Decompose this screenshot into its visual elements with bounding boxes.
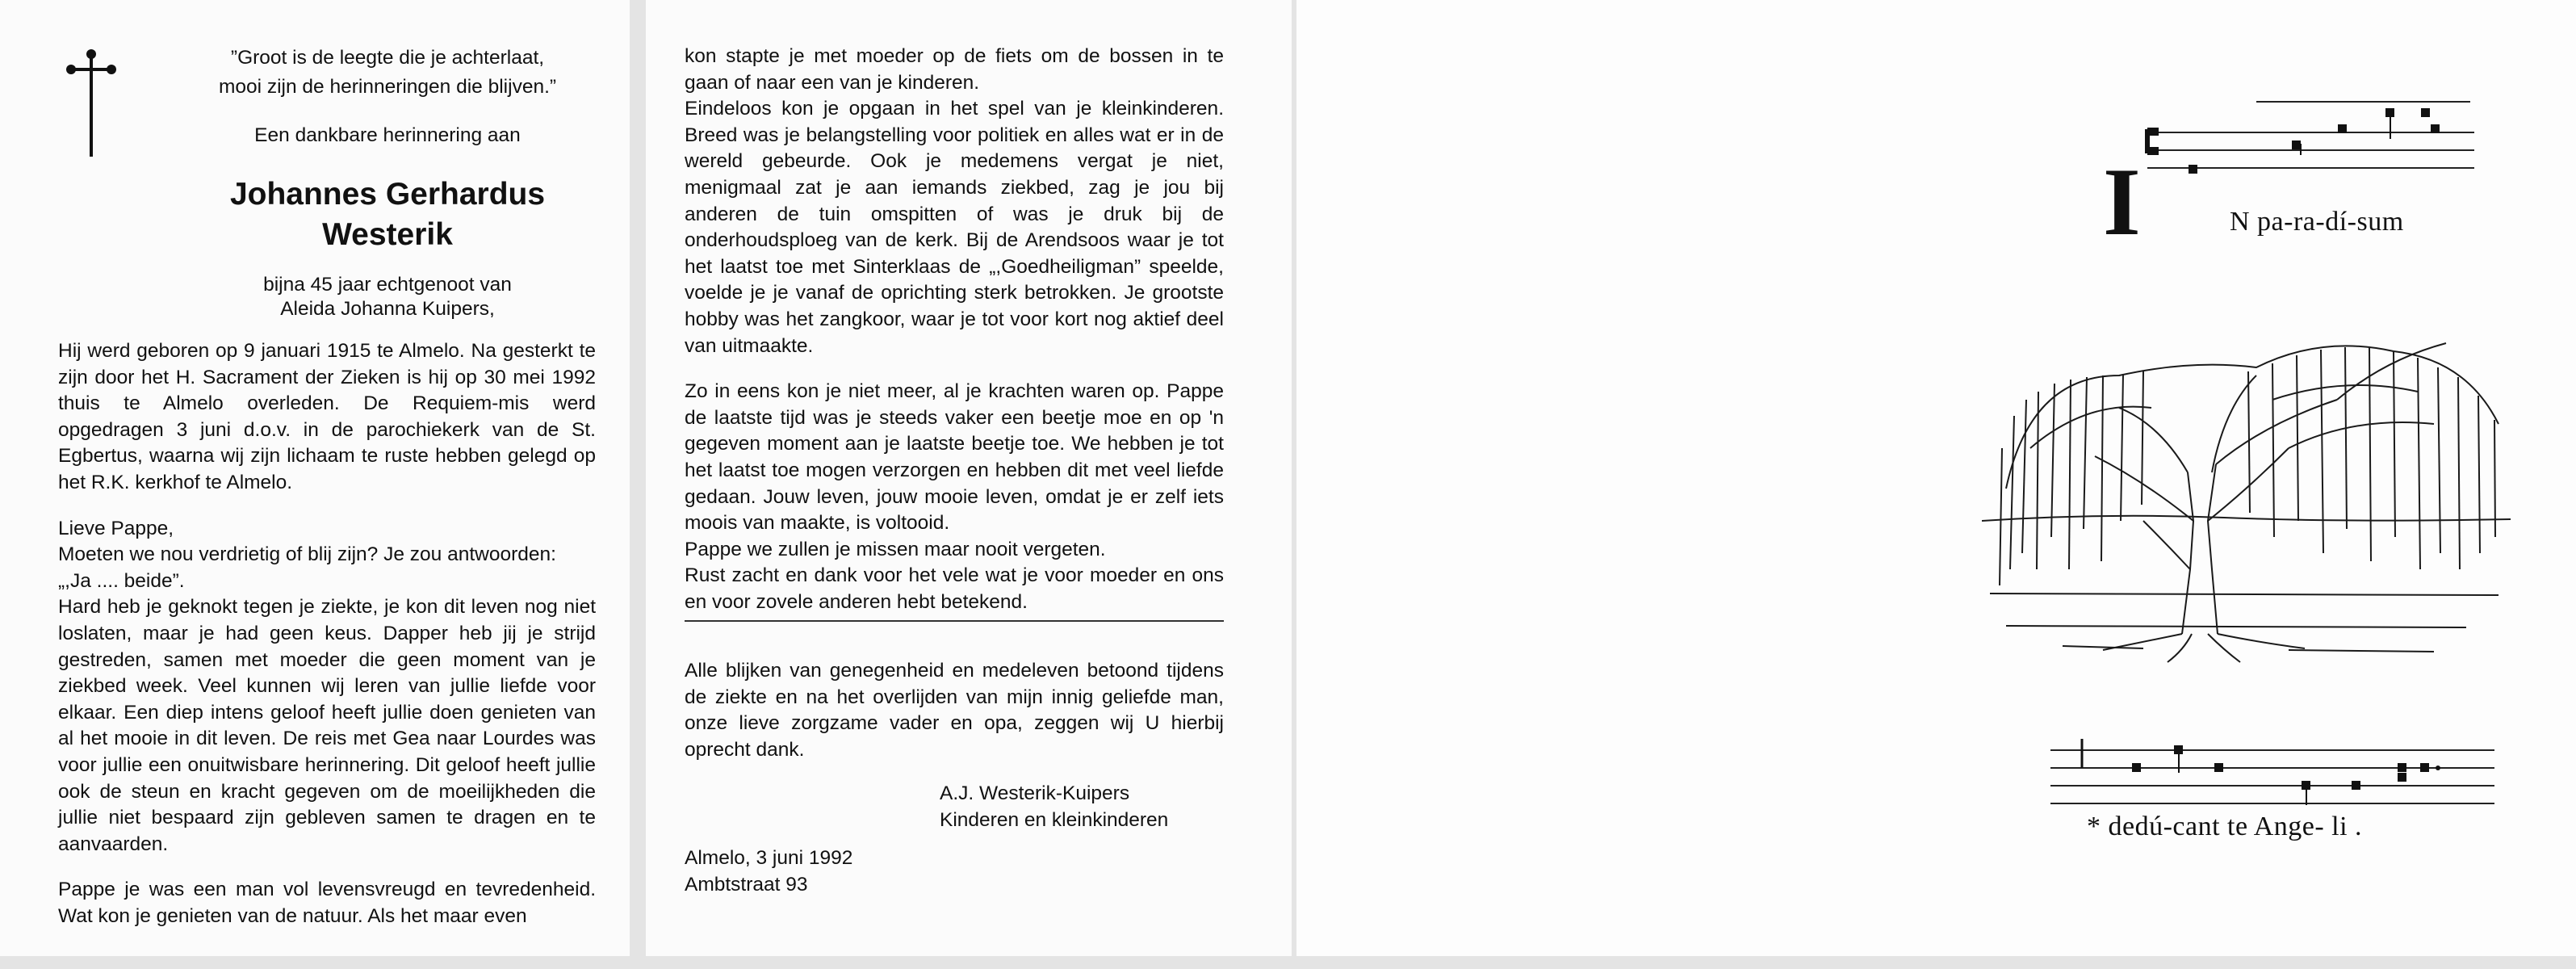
memorial-quote xyxy=(186,44,589,102)
place-and-address xyxy=(685,845,975,898)
signature-block xyxy=(940,781,1230,833)
left-body-text xyxy=(58,338,596,929)
signature-line: A.J. Westerik-Kuipers xyxy=(940,782,1130,804)
chant-lyric: * dedú-cant te Ange- li . xyxy=(2087,812,2363,841)
signature-line: Kinderen en kleinkinderen xyxy=(940,808,1169,831)
question-line: Moeten we nou verdrietig of blij zijn? Je zou antwoorden: xyxy=(58,543,556,566)
name-line: Johannes Gerhardus xyxy=(229,177,546,212)
cross-icon xyxy=(63,47,119,160)
name-line: Westerik xyxy=(322,217,453,252)
letter-paragraph: Pappe we zullen je missen maar nooit vergeten. xyxy=(685,538,1106,560)
place-date: Almelo, 3 juni 1992 xyxy=(685,847,853,869)
chant-initial: I xyxy=(2103,148,2141,255)
letter-paragraph: Hard heb je geknokt tegen je ziekte, je kon dit leven nog niet loslaten, maar je had geen keus. Dapper heb jij je strijd gestreden, samen met moeder die geen moment van je ziekbed week. Veel kunnen wij leren van jullie liefde voor elkaar. Een diep intens geloof heeft jullie doen genieten van al het mooie in dit leven. De reis met Gea naar Lourdes was voor jullie een onuitwisbare herinnering. Dit geloof heeft jullie ook de steun en kracht gegeven om de moeilijkheden die jullie niet bespaard zijn gebleven samen te dragen en te aanvaarden. xyxy=(58,596,596,855)
middle-page xyxy=(646,0,1292,956)
letter-paragraph: Pappe je was een man vol levensvreugd en tevredenheid. Wat kon je genieten van de natuur. Als het maar even xyxy=(58,879,596,927)
middle-body-text xyxy=(685,44,1224,615)
letter-paragraph: Eindeloos kon je opgaan in het spel van je kleinkinderen. Breed was je belangstelling voor politiek en alles wat er in de wereld gebeurde. Ook je medemens vergat je niet, menigmaal zat je aan iemands ziekbed, zag je jou bij anderen de tuin omspitten of was je druk bij de onderhoudsploeg van de kerk. Bij de Arendsoos waar je tot het laatst toe met Sinterklaas de „,Goedheiligman” speelde, voelde je je vanaf de oprichting sterk betrokken. Je grootste hobby was het zangkoor, waar je tot voor kort nog aktief deel van uitmaakte. xyxy=(685,98,1224,357)
chant-lyric: N pa-ra-dí-sum xyxy=(2230,207,2404,237)
music-staff-icon xyxy=(2143,97,2482,186)
salutation: Lieve Pappe, xyxy=(58,517,174,539)
quote-line: mooi zijn de herinneringen die blijven.” xyxy=(218,76,557,98)
spouse-info xyxy=(186,273,589,321)
left-page xyxy=(0,0,630,956)
divider xyxy=(685,620,1224,622)
address: Ambtstraat 93 xyxy=(685,873,808,896)
spouse-line: Aleida Johanna Kuipers, xyxy=(280,298,495,320)
music-staff-icon xyxy=(2046,739,2499,820)
deceased-name xyxy=(186,174,589,255)
letter-paragraph: Zo in eens kon je niet meer, al je krachten waren op. Pappe de laatste tijd was je steeds vaker een beetje moe en op 'n gegeven moment aan je laatste beetje toe. We hebben je tot het laatst toe mogen verzorgen en hebben dit met veel liefde gedaan. Jouw leven, jouw mooie leven, omdat je er zelf iets moois van maakte, is voltooid. xyxy=(685,380,1224,535)
letter-paragraph: Rust zacht en dank voor het vele wat je voor moeder en ons en voor zovele anderen hebt betekend. xyxy=(685,564,1224,613)
intro-text: Een dankbare herinnering aan xyxy=(254,124,521,146)
biography-paragraph: Hij werd geboren op 9 januari 1915 te Almelo. Na gesterkt te zijn door het H. Sacrament der Zieken is hij op 30 mei 1992 thuis te Almelo overleden. De Requiem-mis werd opgedragen 3 juni d.o.v. in de parochiekerk van de St. Egbertus, waarna wij zijn lichaam te ruste hebben gelegd op het R.K. kerkhof te Almelo. xyxy=(58,340,596,493)
spouse-line: bijna 45 jaar echtgenoot van xyxy=(263,274,512,296)
thanks-text: Alle blijken van genegenheid en medeleven betoond tijdens de ziekte en na het overlijden van mijn innig geliefde man, onze lieve zorgzame vader en opa, zeggen wij U hierbij oprecht dank. xyxy=(685,660,1224,761)
weeping-willow-illustration xyxy=(1982,327,2511,666)
thanks-paragraph xyxy=(685,658,1224,763)
quote-line: ”Groot is de leegte die je achterlaat, xyxy=(230,47,545,69)
letter-paragraph: kon stapte je met moeder op de fiets om de bossen in te gaan of naar een van je kinderen. xyxy=(685,45,1224,94)
answer-line: „,Ja .... beide”. xyxy=(58,569,185,592)
